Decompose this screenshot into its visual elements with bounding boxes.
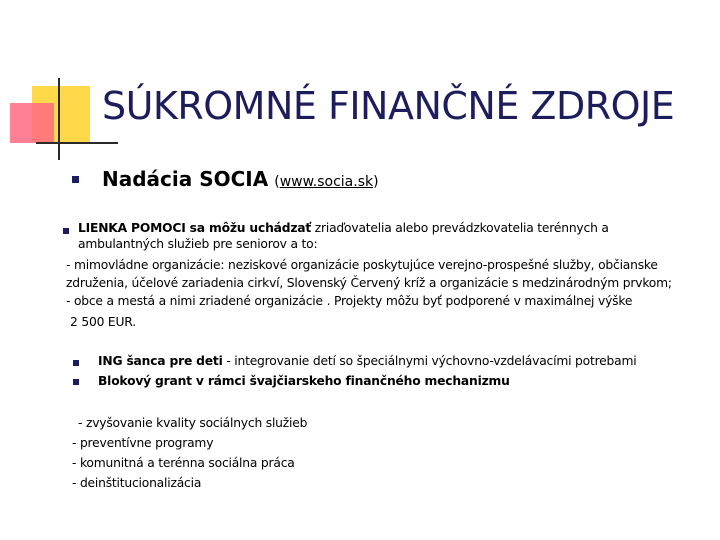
socia-link[interactable]: www.socia.sk [279, 174, 374, 190]
bullet-icon [73, 379, 79, 385]
lienka-line6: 2 500 EUR. [70, 315, 136, 329]
bullet-icon [73, 360, 79, 366]
socia-heading: Nadácia SOCIA [102, 167, 269, 191]
bullet-item-lienka [78, 220, 609, 252]
bullet-item-grant: Blokový grant v rámci švajčiarskeho finančného mechanizmu [98, 374, 510, 388]
dash-item: - zvyšovanie kvality sociálnych služieb [78, 416, 308, 430]
bullet-item-socia [102, 167, 379, 191]
dash-item: - preventívne programy [72, 436, 214, 450]
lienka-bold: LIENKA POMOCI sa môžu uchádzať [78, 221, 312, 235]
lienka-line5: - obce a mestá a nimi zriadené organizácie . Projekty môžu byť podporené v maximálnej výške [66, 294, 633, 308]
bullet-item-ing [98, 352, 636, 370]
link-paren-open: ( [274, 174, 280, 190]
dash-item: - komunitná a terénna sociálna práca [72, 456, 295, 470]
lienka-line2: ambulantných služieb pre seniorov a to: [78, 237, 318, 251]
ing-rest: - integrovanie detí so špeciálnymi výchovno-vzdelávacími potrebami [222, 354, 637, 368]
decor-red-square [10, 103, 54, 143]
decor-vertical-line [58, 78, 60, 160]
bullet-icon [72, 176, 79, 183]
slide-title: SÚKROMNÉ FINANČNÉ ZDROJE [102, 84, 675, 128]
lienka-line4: združenia, účelové zariadenia cirkví, Slovenský Červený kríž a organizácie s medzinárodným prvkom; [66, 276, 672, 290]
dash-item: - deinštitucionalizácia [72, 476, 202, 490]
lienka-line3: - mimovládne organizácie: neziskové organizácie poskytujúce verejno-prospešné služby, občianske [66, 258, 658, 272]
ing-bold: ING šanca pre deti [98, 354, 223, 368]
lienka-rest: zriaďovatelia alebo prevádzkovatelia terénnych a [311, 221, 609, 235]
decor-horizontal-line [36, 142, 118, 144]
link-paren-close: ) [373, 174, 379, 190]
bullet-icon [63, 228, 69, 234]
